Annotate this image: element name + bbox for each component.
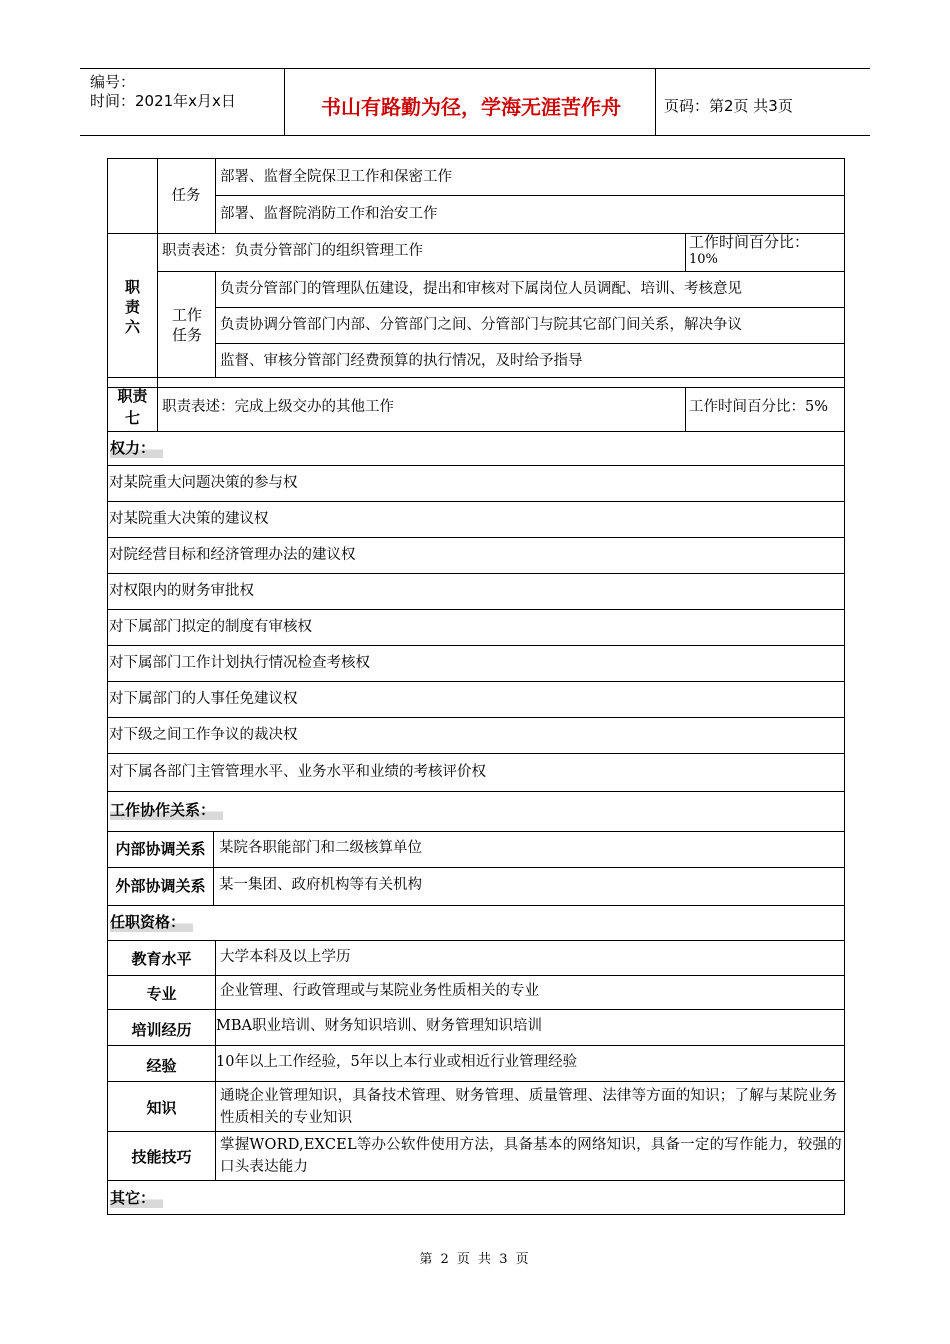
power-item: 对某院重大决策的建议权 (109, 511, 269, 527)
external-relations-label: 外部协调关系 (115, 877, 206, 895)
duty7-desc: 职责表述：完成上级交办的其他工作 (162, 399, 394, 415)
grid-line (108, 831, 845, 832)
power-item: 对下属部门的人事任免建议权 (109, 691, 298, 707)
qualification-value: 掌握WORD,EXCEL等办公软件使用方法，具备基本的网络知识，具备一定的写作能力，较强的口头表达能力 (220, 1137, 842, 1175)
power-item: 对某院重大问题决策的参与权 (109, 475, 298, 491)
time-label: 时间：2021年x月x日 (90, 92, 236, 110)
duty6-desc: 职责表述：负责分管部门的组织管理工作 (162, 243, 423, 259)
qualification-label: 培训经历 (131, 1021, 192, 1039)
grid-line (108, 431, 845, 432)
grid-line (108, 501, 845, 502)
qualification-value: 通晓企业管理知识，具备技术管理、财务管理、质量管理、法律等方面的知识；了解与某院业务性质相关的专业知识 (220, 1088, 838, 1126)
grid-line (108, 753, 845, 754)
qualification-value: 大学本科及以上学历 (220, 949, 351, 965)
grid-line (213, 831, 214, 905)
header-motto: 书山有路勤为径，学海无涯苦作舟 (321, 95, 621, 119)
page-header (80, 68, 870, 136)
grid-line (108, 717, 845, 718)
qualification-label: 专业 (146, 985, 177, 1003)
header-page-info: 页码：第2页 共3页 (664, 97, 793, 115)
duty6-time-value: 10% (689, 252, 718, 267)
qualification-label: 经验 (146, 1057, 177, 1075)
duty5-task-label: 任务 (171, 188, 201, 204)
duty6-task-label: 工作任务 (171, 306, 202, 344)
duty6-title: 职责六 (124, 278, 140, 336)
grid-line (108, 975, 845, 976)
internal-relations-value: 某院各职能部门和二级核算单位 (219, 840, 422, 856)
grid-line (108, 537, 845, 538)
duty5-task-2: 部署、监督院消防工作和治安工作 (220, 206, 438, 222)
power-item: 对下级之间工作争议的裁决权 (109, 727, 298, 743)
duty6-task-1: 负责分管部门的管理队伍建设，提出和审核对下属岗位人员调配、培训、考核意见 (220, 281, 742, 297)
grid-line (108, 573, 845, 574)
grid-line (108, 791, 845, 792)
number-label: 编号： (90, 73, 136, 91)
duty7-time: 工作时间百分比：5% (689, 399, 829, 415)
grid-line (108, 1081, 845, 1082)
external-relations-value: 某一集团、政府机构等有关机构 (219, 877, 422, 893)
qualification-label: 知识 (146, 1099, 177, 1117)
grid-line (108, 1180, 845, 1181)
qualification-value: MBA职业培训、财务知识培训、财务管理知识培训 (216, 1018, 542, 1034)
grid-line (685, 387, 686, 431)
grid-line (215, 159, 216, 233)
power-item: 对下属部门工作计划执行情况检查考核权 (109, 655, 370, 671)
duty5-task-1: 部署、监督全院保卫工作和保密工作 (220, 169, 452, 185)
other-heading: 其它： (110, 1189, 163, 1208)
grid-line (108, 1131, 845, 1132)
grid-line (215, 271, 216, 377)
page-footer: 第 2 页 共 3 页 (419, 1252, 531, 1267)
duty6-task-2: 负责协调分管部门内部、分管部门之间、分管部门与院其它部门间关系，解决争议 (220, 317, 742, 333)
grid-line (215, 195, 845, 196)
power-item: 对下属部门拟定的制度有审核权 (109, 619, 312, 635)
power-item: 对下属各部门主管管理水平、业务水平和业绩的考核评价权 (109, 764, 486, 780)
grid-line (108, 1045, 845, 1046)
grid-line (108, 940, 845, 941)
header-divider (655, 69, 656, 135)
duty6-task-3: 监督、审核分管部门经费预算的执行情况，及时给予指导 (220, 353, 583, 369)
powers-heading: 权力： (110, 439, 163, 458)
duty7-title: 职责七 (117, 387, 148, 427)
grid-line (108, 1009, 845, 1010)
power-item: 对权限内的财务审批权 (109, 583, 254, 599)
grid-line (215, 343, 845, 344)
qualification-label: 教育水平 (131, 950, 192, 968)
grid-line (108, 681, 845, 682)
duty6-time-label: 工作时间百分比： (689, 233, 810, 251)
job-description-form (107, 158, 845, 1215)
relations-heading: 工作协作关系： (110, 801, 223, 820)
header-divider (284, 69, 285, 135)
power-item: 对院经营目标和经济管理办法的建议权 (109, 547, 356, 563)
grid-line (685, 233, 686, 271)
qualification-value: 10年以上工作经验，5年以上本行业或相近行业管理经验 (216, 1054, 578, 1070)
grid-line (157, 271, 845, 272)
grid-line (108, 645, 845, 646)
qualification-label: 技能技巧 (131, 1148, 192, 1166)
grid-line (108, 387, 845, 388)
grid-line (108, 465, 845, 466)
qualification-value: 企业管理、行政管理或与某院业务性质相关的专业 (220, 983, 539, 999)
grid-line (108, 867, 845, 868)
grid-line (157, 387, 158, 431)
grid-line (108, 609, 845, 610)
internal-relations-label: 内部协调关系 (115, 840, 206, 858)
grid-line (108, 377, 845, 378)
grid-line (108, 905, 845, 906)
header-left (90, 73, 236, 111)
qualifications-heading: 任职资格： (110, 913, 193, 932)
grid-line (215, 307, 845, 308)
